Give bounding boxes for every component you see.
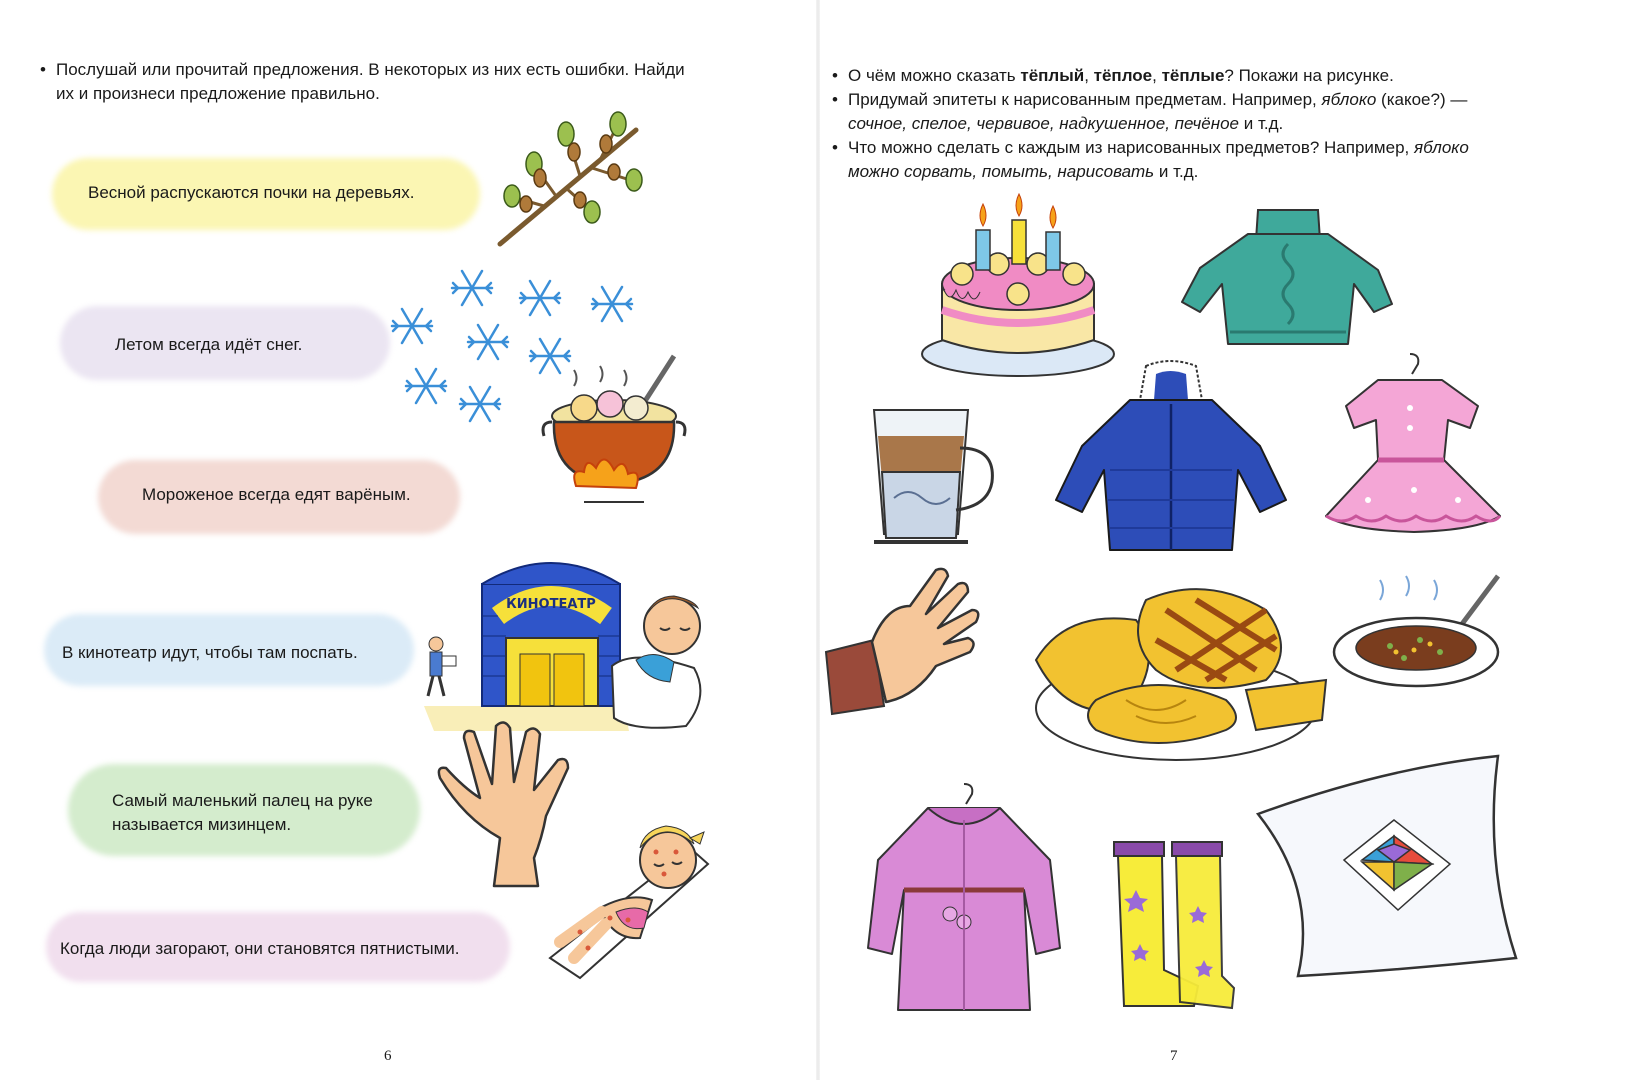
instruction-2: • Придумай эпитеты к нарисованным предметам. Например, яблоко (какое?) — xyxy=(832,90,1468,109)
small-person-icon xyxy=(428,637,456,696)
instruction-2-line2: сочное, спелое, червивое, надкушенное, печёное и т.д. xyxy=(848,114,1284,133)
sentence-5-line1: Самый маленький палец на руке xyxy=(112,791,373,810)
soup-bowl-icon xyxy=(1330,570,1510,700)
cinema-icon xyxy=(424,556,714,731)
left-instruction-line1: Послушай или прочитай предложения. В некоторых из них есть ошибки. Найди xyxy=(56,60,685,79)
left-instruction: • Послушай или прочитай предложения. В некоторых из них есть ошибки. Найди их и произнеси предложение правильно. xyxy=(40,58,780,106)
pot-icon xyxy=(544,352,704,522)
pillow-icon xyxy=(1254,750,1524,980)
fur-coat-icon xyxy=(854,780,1074,1020)
glove-hand-icon xyxy=(826,566,996,726)
left-instruction-line2: их и произнеси предложение правильно. xyxy=(56,84,380,103)
instruction-3-line2: можно сорвать, помыть, нарисовать и т.д. xyxy=(848,162,1199,181)
sunbather-icon xyxy=(540,808,720,978)
instruction-1: • О чём можно сказать тёплый, тёплое, тёплые? Покажи на рисунке. xyxy=(832,66,1394,85)
cinema-sign: КИНОТЕАТР xyxy=(506,597,596,612)
rubber-boots-icon xyxy=(1110,836,1240,1016)
sweater-icon xyxy=(1178,200,1398,350)
instruction-3: • Что можно сделать с каждым из нарисованных предметов? Например, яблоко xyxy=(832,138,1469,157)
sentence-2: Летом всегда идёт снег. xyxy=(115,335,303,354)
sleeping-boy-icon xyxy=(612,596,700,728)
sentence-1: Весной распускаются почки на деревьях. xyxy=(88,183,415,202)
winter-jacket-icon xyxy=(1046,360,1296,560)
sentence-4: В кинотеатр идут, чтобы там поспать. xyxy=(62,643,358,662)
page-number-left: 6 xyxy=(384,1048,392,1064)
branch-icon xyxy=(496,108,646,248)
right-page xyxy=(818,0,1636,1080)
page-number-right: 7 xyxy=(1170,1048,1178,1064)
cake-icon xyxy=(918,190,1118,380)
sentence-6: Когда люди загорают, они становятся пятнистыми. xyxy=(60,939,460,958)
pies-icon xyxy=(1026,580,1346,770)
tea-glass-icon xyxy=(860,402,1000,552)
sentence-5-line2: называется мизинцем. xyxy=(112,815,292,834)
right-instructions xyxy=(832,64,1602,184)
sentence-3: Мороженое всегда едят варёным. xyxy=(142,485,411,504)
dress-icon xyxy=(1318,350,1508,540)
